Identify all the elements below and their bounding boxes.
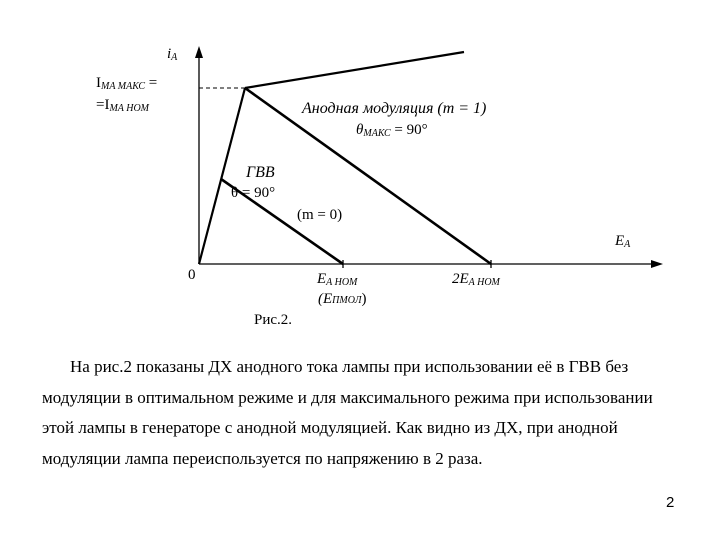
gvv-label: ГВВ (246, 164, 275, 181)
gvv-theta-label: θ = 90° (231, 185, 276, 201)
imax-label-line2: $=I_{MA НОМ}$ (96, 97, 149, 114)
origin-label: 0 (188, 267, 196, 283)
paragraph-line-2: модуляции в оптимальном режиме и для максимального режима при использовании (42, 387, 653, 407)
x-axis-symbol: E (615, 233, 625, 249)
x-axis-label (615, 234, 630, 250)
steep-rise-line (199, 88, 245, 264)
anode-modulation-title: Анодная модуляция (m = 1) (302, 100, 487, 117)
figure-caption: Рис.2. (254, 312, 293, 328)
theta-max-label: $\theta_{МАКС} = 90^\circ$ (356, 122, 428, 139)
page-number: 2 (666, 494, 675, 511)
x-axis-subscript: A (624, 239, 631, 250)
paragraph-line-4: модуляции лампа переиспользуется по напряжению в 2 раза. (42, 448, 483, 468)
paragraph-line-3: этой лампы в генераторе с анодной модуляцией. Как видно из ДХ, при анодной (42, 418, 618, 437)
epmol-label: (EПМОЛ) (318, 291, 367, 307)
gvv-m-label: (m = 0) (297, 207, 343, 223)
tick-label-ea-nom: $E_{A НОМ}$ (317, 271, 358, 288)
x-axis-arrow (651, 260, 663, 268)
y-axis-symbol: i (167, 46, 172, 62)
saturation-line (245, 52, 464, 88)
paragraph-line-1: На рис.2 показаны ДХ анодного тока лампы при использовании её в ГВВ без (70, 357, 629, 376)
tick-label-two-ea-nom: $2E_{A НОМ}$ (452, 271, 500, 288)
y-axis-label (167, 47, 177, 63)
description-paragraph (42, 352, 682, 474)
y-axis-subscript: A (171, 52, 178, 63)
y-axis-arrow (195, 46, 203, 58)
imax-label-line1: $I_{MA МАКС}$ = (96, 75, 158, 92)
